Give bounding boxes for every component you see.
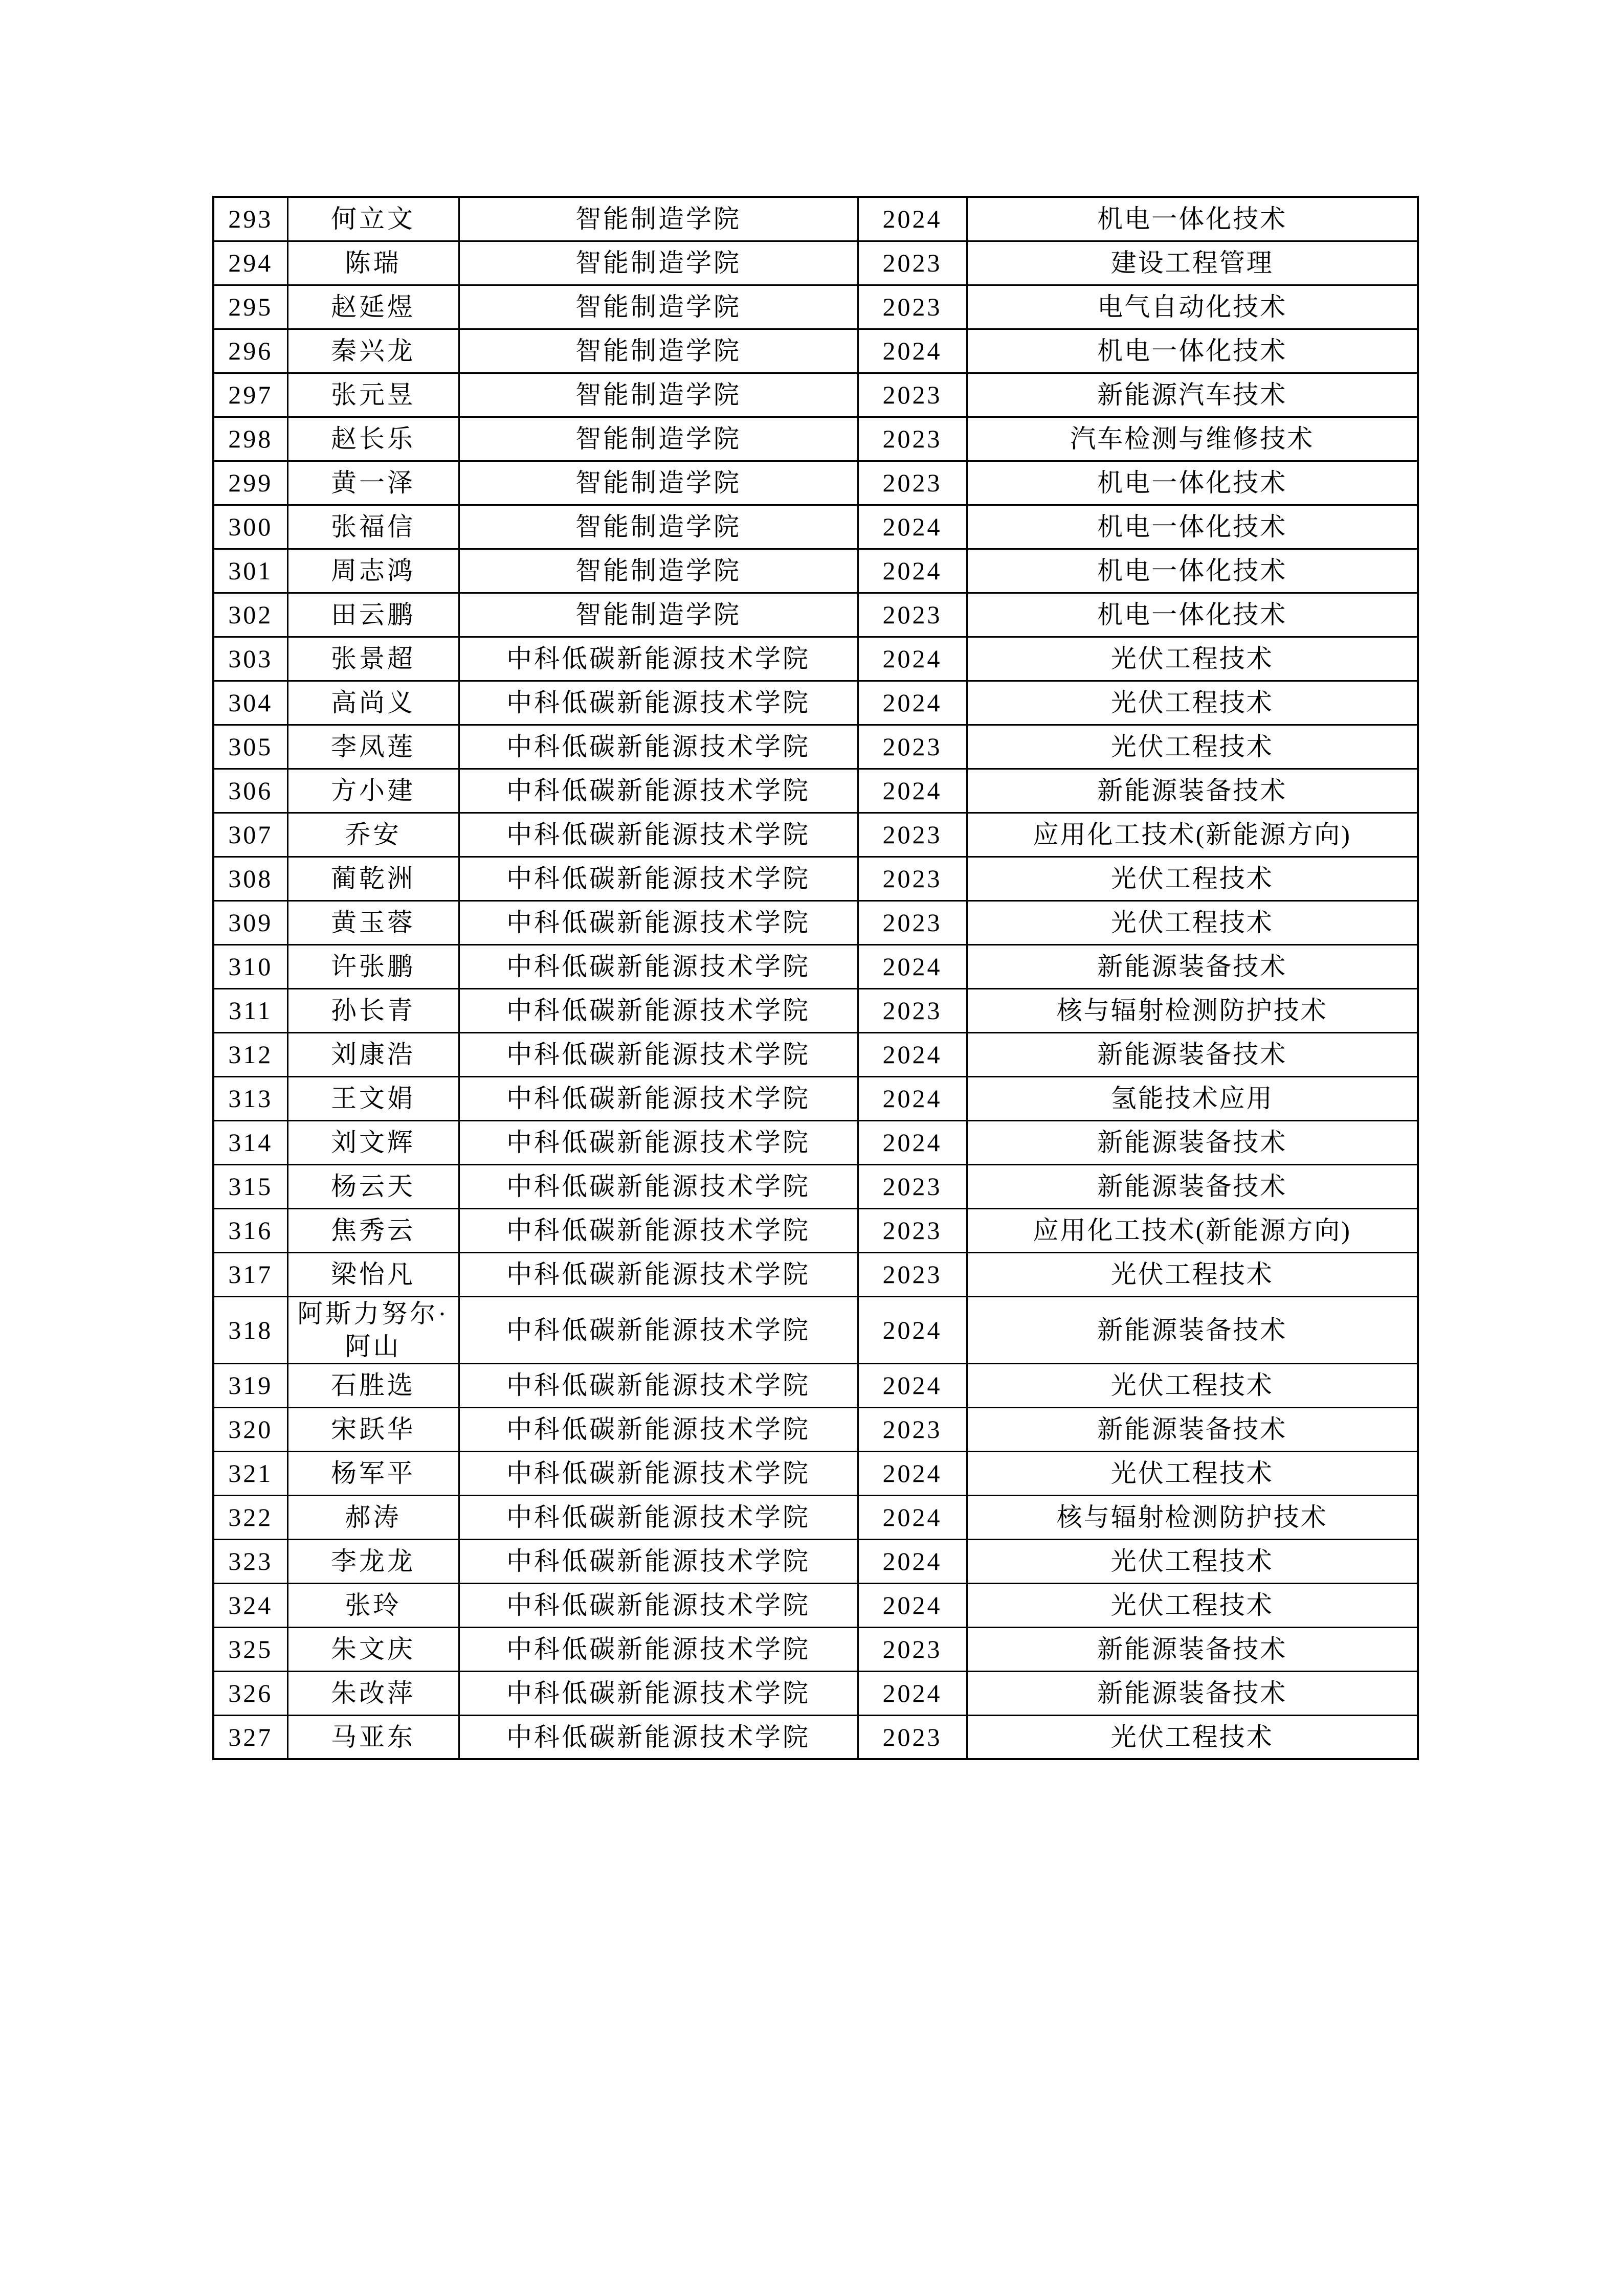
cell-major: 新能源装备技术 [967,1120,1418,1164]
cell-major: 光伏工程技术 [967,1451,1418,1495]
cell-name: 高尚义 [287,681,459,725]
cell-name: 石胜选 [287,1363,459,1407]
cell-name: 张元昱 [287,373,459,417]
cell-name: 刘康浩 [287,1032,459,1076]
cell-college: 中科低碳新能源技术学院 [459,988,858,1032]
cell-number: 324 [213,1583,287,1627]
cell-number: 303 [213,637,287,681]
cell-name: 张玲 [287,1583,459,1627]
cell-major: 新能源装备技术 [967,1032,1418,1076]
table-row [213,1671,1418,1715]
cell-number: 307 [213,813,287,857]
cell-college: 中科低碳新能源技术学院 [459,1252,858,1296]
table-row [213,1363,1418,1407]
table-row [213,285,1418,329]
cell-college: 中科低碳新能源技术学院 [459,1451,858,1495]
cell-year: 2024 [858,1076,967,1120]
cell-college: 中科低碳新能源技术学院 [459,769,858,813]
cell-major: 机电一体化技术 [967,593,1418,637]
cell-name: 焦秀云 [287,1208,459,1252]
cell-name: 秦兴龙 [287,329,459,373]
cell-major: 光伏工程技术 [967,857,1418,901]
cell-year: 2023 [858,857,967,901]
cell-college: 智能制造学院 [459,505,858,549]
cell-college: 中科低碳新能源技术学院 [459,1495,858,1539]
cell-year: 2023 [858,1164,967,1208]
cell-year: 2023 [858,1208,967,1252]
table-row [213,1032,1418,1076]
cell-year: 2023 [858,1715,967,1759]
cell-number: 304 [213,681,287,725]
cell-major: 新能源装备技术 [967,1671,1418,1715]
student-roster-table [212,196,1419,1760]
cell-major: 汽车检测与维修技术 [967,417,1418,461]
table-row [213,1076,1418,1120]
cell-name: 杨云天 [287,1164,459,1208]
cell-number: 298 [213,417,287,461]
cell-number: 311 [213,988,287,1032]
cell-name: 刘文辉 [287,1120,459,1164]
table-row [213,1208,1418,1252]
cell-name: 张景超 [287,637,459,681]
cell-major: 核与辐射检测防护技术 [967,1495,1418,1539]
cell-number: 313 [213,1076,287,1120]
cell-year: 2024 [858,197,967,241]
cell-name: 赵长乐 [287,417,459,461]
cell-name: 张福信 [287,505,459,549]
cell-name: 李龙龙 [287,1539,459,1583]
cell-year: 2023 [858,593,967,637]
cell-name: 赵延煜 [287,285,459,329]
cell-college: 智能制造学院 [459,417,858,461]
cell-name: 马亚东 [287,1715,459,1759]
cell-college: 中科低碳新能源技术学院 [459,944,858,988]
table-row [213,1296,1418,1363]
cell-number: 323 [213,1539,287,1583]
cell-major: 光伏工程技术 [967,725,1418,769]
cell-year: 2024 [858,1539,967,1583]
table-row [213,593,1418,637]
cell-name: 许张鹏 [287,944,459,988]
cell-college: 中科低碳新能源技术学院 [459,1164,858,1208]
cell-number: 318 [213,1296,287,1363]
cell-major: 机电一体化技术 [967,461,1418,505]
cell-name: 黄一泽 [287,461,459,505]
cell-name: 阿斯力努尔·阿山 [287,1296,459,1363]
cell-major: 新能源装备技术 [967,769,1418,813]
table-row [213,988,1418,1032]
table-row [213,813,1418,857]
cell-number: 308 [213,857,287,901]
cell-major: 新能源装备技术 [967,1627,1418,1671]
cell-number: 297 [213,373,287,417]
cell-number: 310 [213,944,287,988]
cell-college: 智能制造学院 [459,241,858,285]
cell-number: 315 [213,1164,287,1208]
cell-name: 朱文庆 [287,1627,459,1671]
cell-year: 2024 [858,329,967,373]
table-row [213,197,1418,241]
table-row [213,1451,1418,1495]
cell-major: 光伏工程技术 [967,637,1418,681]
cell-number: 296 [213,329,287,373]
table-row [213,1583,1418,1627]
cell-name: 宋跃华 [287,1407,459,1451]
cell-number: 293 [213,197,287,241]
cell-number: 321 [213,1451,287,1495]
cell-college: 智能制造学院 [459,549,858,593]
table-row [213,857,1418,901]
cell-number: 301 [213,549,287,593]
cell-number: 325 [213,1627,287,1671]
cell-college: 中科低碳新能源技术学院 [459,1715,858,1759]
cell-college: 中科低碳新能源技术学院 [459,1539,858,1583]
cell-college: 中科低碳新能源技术学院 [459,1363,858,1407]
cell-name: 梁怡凡 [287,1252,459,1296]
cell-year: 2024 [858,944,967,988]
table-row [213,637,1418,681]
cell-college: 智能制造学院 [459,461,858,505]
cell-major: 电气自动化技术 [967,285,1418,329]
cell-college: 中科低碳新能源技术学院 [459,1671,858,1715]
cell-major: 光伏工程技术 [967,1363,1418,1407]
table-row [213,417,1418,461]
cell-college: 中科低碳新能源技术学院 [459,725,858,769]
table-row [213,901,1418,944]
cell-college: 中科低碳新能源技术学院 [459,637,858,681]
cell-name: 郝涛 [287,1495,459,1539]
cell-year: 2024 [858,1032,967,1076]
cell-college: 中科低碳新能源技术学院 [459,1032,858,1076]
cell-number: 294 [213,241,287,285]
cell-number: 326 [213,1671,287,1715]
cell-major: 光伏工程技术 [967,1252,1418,1296]
cell-number: 316 [213,1208,287,1252]
cell-year: 2023 [858,285,967,329]
cell-college: 中科低碳新能源技术学院 [459,1208,858,1252]
cell-major: 机电一体化技术 [967,197,1418,241]
table-row [213,1539,1418,1583]
cell-major: 机电一体化技术 [967,505,1418,549]
cell-year: 2023 [858,1627,967,1671]
cell-number: 309 [213,901,287,944]
cell-year: 2023 [858,373,967,417]
cell-year: 2024 [858,1120,967,1164]
cell-name: 乔安 [287,813,459,857]
cell-name: 黄玉蓉 [287,901,459,944]
cell-college: 中科低碳新能源技术学院 [459,857,858,901]
cell-major: 氢能技术应用 [967,1076,1418,1120]
cell-major: 机电一体化技术 [967,329,1418,373]
cell-number: 312 [213,1032,287,1076]
cell-major: 光伏工程技术 [967,681,1418,725]
cell-major: 光伏工程技术 [967,1539,1418,1583]
cell-number: 302 [213,593,287,637]
cell-year: 2024 [858,1583,967,1627]
table-row [213,373,1418,417]
table-row [213,1407,1418,1451]
cell-year: 2023 [858,1407,967,1451]
cell-number: 306 [213,769,287,813]
cell-name: 周志鸿 [287,549,459,593]
cell-year: 2023 [858,988,967,1032]
cell-major: 光伏工程技术 [967,1715,1418,1759]
cell-year: 2024 [858,1451,967,1495]
table-row [213,1715,1418,1759]
cell-year: 2023 [858,1252,967,1296]
cell-major: 应用化工技术(新能源方向) [967,813,1418,857]
cell-college: 中科低碳新能源技术学院 [459,1583,858,1627]
table-row [213,549,1418,593]
cell-year: 2024 [858,1671,967,1715]
cell-name: 王文娟 [287,1076,459,1120]
cell-major: 新能源汽车技术 [967,373,1418,417]
cell-college: 智能制造学院 [459,285,858,329]
cell-number: 319 [213,1363,287,1407]
cell-major: 应用化工技术(新能源方向) [967,1208,1418,1252]
cell-name: 陈瑞 [287,241,459,285]
cell-college: 中科低碳新能源技术学院 [459,1296,858,1363]
table-row [213,241,1418,285]
cell-name: 杨军平 [287,1451,459,1495]
cell-year: 2024 [858,681,967,725]
cell-year: 2024 [858,769,967,813]
cell-number: 322 [213,1495,287,1539]
cell-number: 327 [213,1715,287,1759]
cell-college: 中科低碳新能源技术学院 [459,813,858,857]
cell-number: 305 [213,725,287,769]
cell-year: 2024 [858,1296,967,1363]
table-row [213,1252,1418,1296]
cell-name: 蔺乾洲 [287,857,459,901]
cell-year: 2023 [858,417,967,461]
cell-major: 新能源装备技术 [967,944,1418,988]
cell-number: 295 [213,285,287,329]
cell-college: 中科低碳新能源技术学院 [459,1627,858,1671]
cell-year: 2023 [858,461,967,505]
table-row [213,1120,1418,1164]
cell-number: 314 [213,1120,287,1164]
cell-major: 光伏工程技术 [967,1583,1418,1627]
table-row [213,505,1418,549]
cell-college: 智能制造学院 [459,197,858,241]
cell-year: 2024 [858,1363,967,1407]
cell-major: 建设工程管理 [967,241,1418,285]
cell-college: 中科低碳新能源技术学院 [459,1120,858,1164]
cell-major: 新能源装备技术 [967,1164,1418,1208]
cell-number: 317 [213,1252,287,1296]
cell-name: 李凤莲 [287,725,459,769]
cell-year: 2023 [858,241,967,285]
table-row [213,1164,1418,1208]
cell-major: 新能源装备技术 [967,1407,1418,1451]
student-table-body [213,197,1418,1759]
cell-year: 2024 [858,549,967,593]
cell-name: 何立文 [287,197,459,241]
cell-year: 2023 [858,901,967,944]
cell-year: 2024 [858,505,967,549]
cell-college: 中科低碳新能源技术学院 [459,1076,858,1120]
cell-major: 新能源装备技术 [967,1296,1418,1363]
cell-college: 智能制造学院 [459,373,858,417]
cell-major: 核与辐射检测防护技术 [967,988,1418,1032]
table-row [213,681,1418,725]
cell-number: 320 [213,1407,287,1451]
cell-name: 孙长青 [287,988,459,1032]
cell-year: 2023 [858,813,967,857]
cell-college: 智能制造学院 [459,593,858,637]
cell-name: 朱改萍 [287,1671,459,1715]
table-row [213,1627,1418,1671]
cell-college: 中科低碳新能源技术学院 [459,681,858,725]
table-row [213,329,1418,373]
cell-name: 田云鹏 [287,593,459,637]
cell-name: 方小建 [287,769,459,813]
cell-year: 2024 [858,1495,967,1539]
table-row [213,461,1418,505]
table-row [213,944,1418,988]
cell-college: 中科低碳新能源技术学院 [459,1407,858,1451]
table-row [213,1495,1418,1539]
cell-major: 光伏工程技术 [967,901,1418,944]
cell-number: 300 [213,505,287,549]
table-row [213,725,1418,769]
cell-major: 机电一体化技术 [967,549,1418,593]
cell-college: 中科低碳新能源技术学院 [459,901,858,944]
cell-year: 2024 [858,637,967,681]
table-row [213,769,1418,813]
cell-number: 299 [213,461,287,505]
cell-college: 智能制造学院 [459,329,858,373]
cell-year: 2023 [858,725,967,769]
